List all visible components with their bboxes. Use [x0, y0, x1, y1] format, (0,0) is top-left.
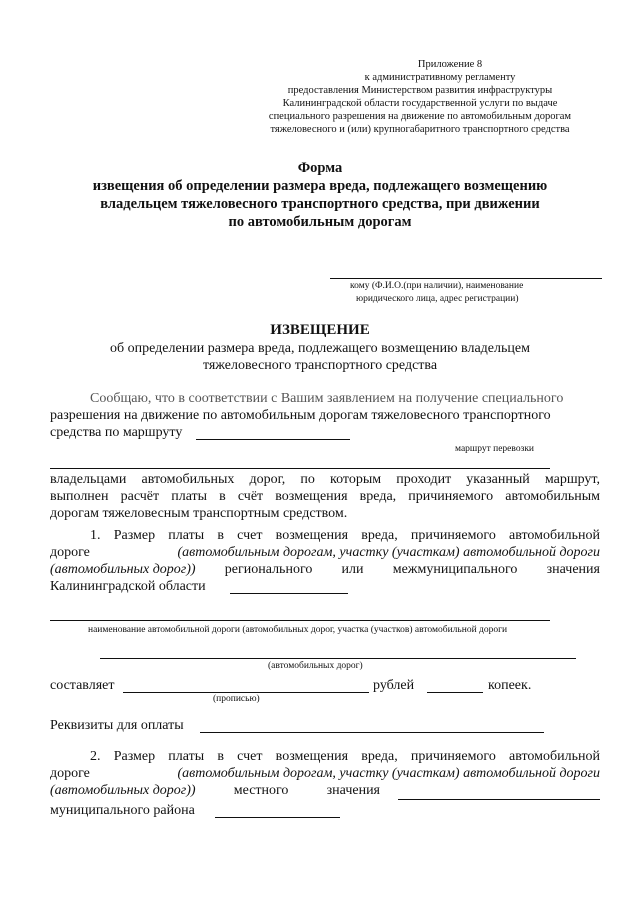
item1-word: межмуниципального [392, 562, 518, 577]
item1-word: или [341, 562, 364, 577]
route-line [196, 439, 350, 440]
appendix-block [240, 58, 600, 136]
notice-subtitle: тяжеловесного транспортного средства [202, 358, 438, 373]
form-title-line: Форма [297, 160, 343, 176]
item2-line: муниципального района [50, 803, 195, 818]
region-line [230, 593, 348, 594]
item1-italic: (автомобильных дорог)) [50, 562, 196, 577]
requisites-line [200, 732, 544, 733]
intro-line: средства по маршруту [50, 425, 183, 440]
item1-line [50, 545, 600, 561]
item1-line [50, 562, 600, 578]
item2-word: местного [233, 783, 289, 798]
item1-italic: (автомобильным дорогам, участку (участкам) автомобильной дороги [177, 545, 600, 560]
item1-word: значения [546, 562, 600, 577]
local-value-line [398, 799, 600, 800]
intro-line: дорогам тяжеловесным транспортным средством. [50, 506, 348, 521]
appendix-line: специального разрешения на движение по автомобильным дорогам [268, 111, 572, 122]
kop-line [427, 692, 483, 693]
item1-word: регионального [224, 562, 313, 577]
road-name-line [50, 620, 550, 621]
appendix-line: предоставления Министерством развития инфраструктуры [287, 85, 553, 96]
route-caption: маршрут перевозки [455, 444, 535, 454]
appendix-line: Калининградской области государственной услуги по выдаче [282, 98, 558, 109]
appendix-line: тяжеловесного и (или) крупногабаритного транспортного средства [270, 124, 570, 135]
rub-label: рублей [373, 678, 415, 693]
amount-label: составляет [50, 678, 115, 693]
road-caption: наименование автомобильной дороги (автомобильных дорог, участка (участков) автомобильной дороги [88, 625, 508, 635]
item2-italic: (автомобильным дорогам, участку (участкам) автомобильной дороги [177, 766, 600, 781]
appendix-line: к административному регламенту [364, 72, 516, 83]
item2-line [50, 783, 380, 799]
road-caption: (автомобильных дорог) [268, 661, 363, 671]
route-line-2 [50, 468, 550, 469]
amount-line [123, 692, 369, 693]
addressee-line [330, 278, 602, 279]
addressee-caption: юридического лица, адрес регистрации) [356, 294, 519, 304]
form-title-line: по автомобильным дорогам [228, 214, 412, 230]
notice-title: ИЗВЕЩЕНИЕ [270, 322, 370, 338]
addressee-caption: кому (Ф.И.О.(при наличии), наименование [350, 281, 524, 291]
item2-italic: (автомобильных дорог)) [50, 783, 196, 798]
intro-line: владельцами автомобильных дорог, по которым проходит указанный маршрут, [50, 472, 600, 487]
kop-label: копеек. [488, 678, 532, 693]
form-title-line: извещения об определении размера вреда, подлежащего возмещению [92, 178, 548, 194]
item2-line [50, 766, 600, 782]
requisites-label: Реквизиты для оплаты [50, 718, 184, 733]
item2-word: дороге [50, 766, 90, 781]
intro-line: выполнен расчёт платы в счёт возмещения вреда, причиняемого автомобильным [50, 489, 600, 504]
appendix-line: Приложение 8 [417, 59, 483, 70]
form-title-line: владельцем тяжеловесного транспортного средства, при движении [100, 196, 540, 212]
item1-line: Калининградской области [50, 579, 206, 594]
road-name-line-2 [100, 658, 576, 659]
item2-line: 2. Размер платы в счет возмещения вреда, причиняемого автомобильной [90, 749, 600, 764]
item2-word: значения [326, 783, 380, 798]
words-caption: (прописью) [213, 694, 260, 704]
notice-subtitle: об определении размера вреда, подлежащего возмещению владельцем [110, 341, 530, 356]
intro-line: разрешения на движение по автомобильным дорогам тяжеловесного транспортного [50, 408, 551, 423]
intro-line: Сообщаю, что в соответствии с Вашим заявлением на получение специального [90, 391, 564, 406]
item1-line: 1. Размер платы в счет возмещения вреда, причиняемого автомобильной [90, 528, 600, 543]
item1-word: дороге [50, 545, 90, 560]
district-line [215, 817, 340, 818]
